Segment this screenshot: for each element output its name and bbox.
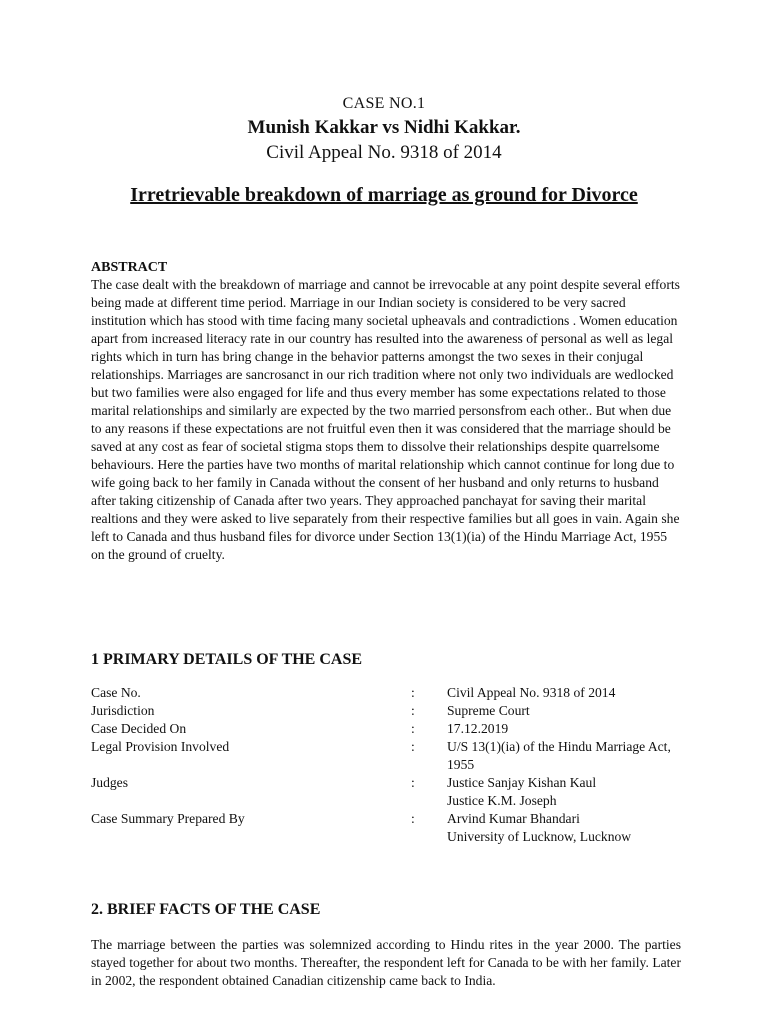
main-heading: Irretrievable breakdown of marriage as ground for Divorce <box>130 184 638 206</box>
primary-details-table <box>91 684 691 846</box>
primary-details-heading: 1 PRIMARY DETAILS OF THE CASE <box>91 651 363 668</box>
details-separator: : <box>411 721 415 736</box>
details-key: Judges <box>91 775 129 790</box>
details-row <box>91 810 691 846</box>
details-row <box>91 702 691 720</box>
brief-facts-heading: 2. BRIEF FACTS OF THE CASE <box>91 901 321 918</box>
details-row <box>91 684 691 702</box>
details-separator: : <box>411 775 415 790</box>
details-key: Jurisdiction <box>91 703 155 718</box>
details-value <box>447 810 691 846</box>
preparer-name: Arvind Kumar Bhandari <box>447 811 580 826</box>
details-separator: : <box>411 685 415 700</box>
details-key: Case Decided On <box>91 721 187 736</box>
judge-name: Justice K.M. Joseph <box>447 793 557 808</box>
details-separator: : <box>411 811 415 826</box>
details-value: U/S 13(1)(ia) of the Hindu Marriage Act, 1955 <box>447 739 671 772</box>
details-key: Legal Provision Involved <box>91 739 230 754</box>
details-value: Supreme Court <box>447 703 530 718</box>
preparer-affiliation: University of Lucknow, Lucknow <box>447 829 632 844</box>
appeal-number: Civil Appeal No. 9318 of 2014 <box>266 142 502 163</box>
abstract-heading: ABSTRACT <box>91 260 168 275</box>
details-separator: : <box>411 703 415 718</box>
details-row <box>91 720 691 738</box>
details-key: Case Summary Prepared By <box>91 811 245 826</box>
title-block <box>0 93 768 165</box>
judge-name: Justice Sanjay Kishan Kaul <box>447 775 597 790</box>
brief-facts-text: The marriage between the parties was solemnized according to Hindu rites in the year 2000. The parties stayed together for about two months. Thereafter, the respondent left for Canada to be with her family. Later in 2002, the respondent obtained Canadian citizenship came back to India. <box>91 937 681 988</box>
details-key: Case No. <box>91 685 141 700</box>
details-row <box>91 738 691 774</box>
details-separator: : <box>411 739 415 754</box>
details-value <box>447 774 691 810</box>
abstract-text: The case dealt with the breakdown of marriage and cannot be irrevocable at any point despite several efforts being made at different time period. Marriage in our Indian society is considered to be very sacred institution which has stood with time facing many societal upheavals and contradictions . Women education apart from increased literacy rate in our country has resulted into the awareness of personal as well as legal rights which in turn has bring change in the behavior patterns amongst the two sexes in their conjugal relationships. Marriages are sancrosanct in our rich tradition where not only two individuals are wedlocked but two families were also engaged for life and thus every member has some expectations related to those marital relationships and similarly are expected by the two married personsfrom each other.. But when due to any reasons if these expectations are not fruitful even then it was considered that the marriage should be saved at any cost as fear of societal stigma stops them to dissolve their relationships despite quarrelsome behaviours. Here the parties have two months of marital relationship which cannot continue for long due to wife going back to her family in Canada without the consent of her husband and only returns to husband after taking citizenship of Canada after two years. They approached panchayat for saving their marital realtions and they were asked to live separately from their respective families but all goes in vain. Again she left to Canada and thus husband files for divorce under Section 13(1)(ia) of the Hindu Marriage Act, 1955 on the ground of cruelty. <box>91 277 680 562</box>
details-row <box>91 774 691 810</box>
case-parties: Munish Kakkar vs Nidhi Kakkar. <box>247 117 521 138</box>
details-value: 17.12.2019 <box>447 721 509 736</box>
case-number: CASE NO.1 <box>342 95 426 112</box>
details-value: Civil Appeal No. 9318 of 2014 <box>447 685 616 700</box>
